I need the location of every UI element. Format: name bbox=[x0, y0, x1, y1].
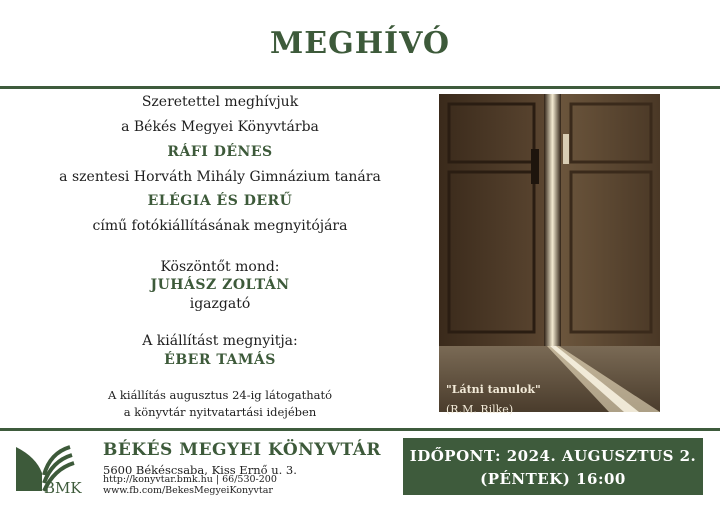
invitation-line-3: a szentesi Horváth Mihály Gimnázium tanára bbox=[59, 169, 381, 185]
invitation-line-2: a Békés Megyei Könyvtárba bbox=[121, 119, 319, 135]
greeting-role: igazgató bbox=[189, 296, 251, 312]
bottom-divider bbox=[0, 428, 720, 431]
library-contact[interactable]: http://konyvtar.bmk.hu | 66/530-200 bbox=[103, 474, 277, 485]
logo-text: BMK bbox=[44, 479, 82, 495]
photo-caption-quote: "Látni tanulok" bbox=[446, 383, 541, 396]
top-divider bbox=[0, 86, 720, 89]
library-logo bbox=[14, 443, 94, 495]
page-title: MEGHÍVÓ bbox=[270, 26, 450, 61]
photo-caption-author: (R.M. Rilke) bbox=[446, 403, 514, 416]
opening-name: ÉBER TAMÁS bbox=[164, 352, 276, 368]
book-logo-icon bbox=[14, 443, 94, 495]
event-date: IDŐPONT: 2024. AUGUSZTUS 2. bbox=[409, 447, 697, 465]
exhibition-title: ELÉGIA ÉS DERŰ bbox=[147, 193, 293, 209]
visit-note-line-2: a könyvtár nyitvatartási idejében bbox=[123, 405, 317, 419]
visit-note-line-1: A kiállítás augusztus 24-ig látogatható bbox=[107, 388, 333, 402]
event-time-box bbox=[403, 438, 703, 495]
library-name: BÉKÉS MEGYEI KÖNYVTÁR bbox=[103, 440, 382, 460]
invitation-line-1: Szeretettel meghívjuk bbox=[141, 94, 299, 110]
opening-label: A kiállítást megnyitja: bbox=[142, 333, 298, 349]
library-facebook[interactable]: www.fb.com/BekesMegyeiKonyvtar bbox=[103, 485, 273, 496]
greeting-name: JUHÁSZ ZOLTÁN bbox=[150, 277, 290, 293]
event-day-time: (PÉNTEK) 16:00 bbox=[480, 470, 626, 488]
door-photo bbox=[439, 94, 660, 412]
artist-name: RÁFI DÉNES bbox=[167, 144, 273, 160]
library-address: 5600 Békéscsaba, Kiss Ernő u. 3. bbox=[103, 463, 297, 477]
invitation-line-4: című fotókiállításának megnyitójára bbox=[92, 218, 348, 234]
greeting-label: Köszöntőt mond: bbox=[160, 259, 280, 275]
